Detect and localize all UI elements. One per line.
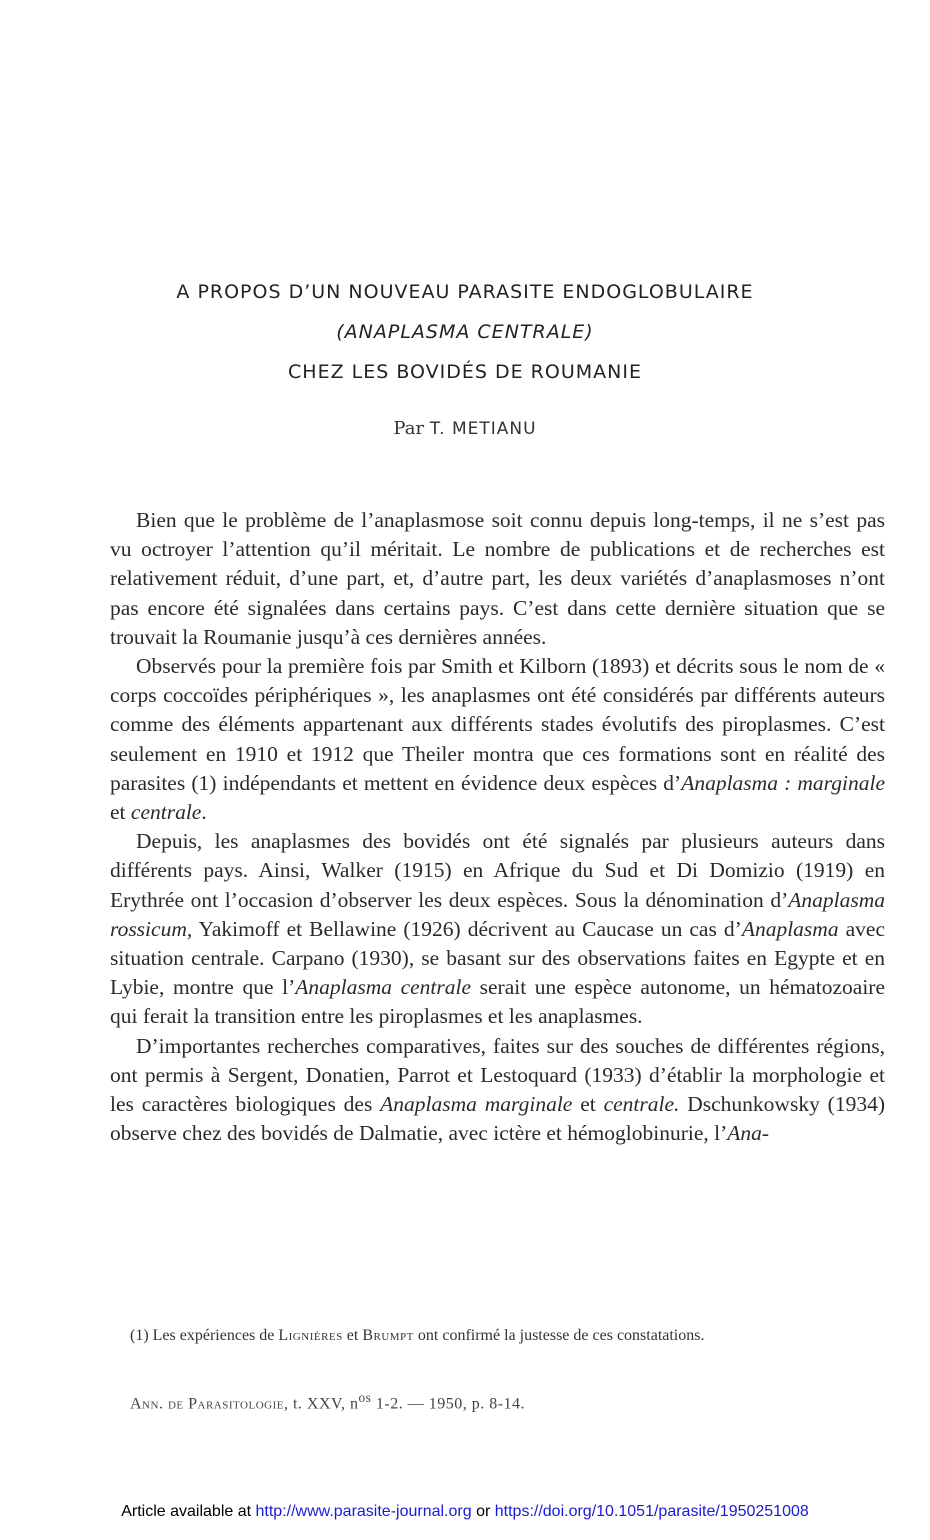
italic-span: centrale: [130, 800, 202, 825]
italic-span: centrale.: [603, 1092, 680, 1117]
italic-span: Ana-: [727, 1121, 770, 1146]
text-span: et: [342, 1327, 363, 1344]
italic-span: Anaplasma rossicum,: [110, 887, 885, 941]
paragraph-2: [110, 652, 885, 827]
text-span: D’importantes recherches comparatives, faites sur des souches de différentes régions, ont permis à Sergent, Donatien, Parrot et Lestoquard (1933) d’établir la morphologie et les caractères biologiques des: [110, 1033, 885, 1117]
article-availability: [0, 1503, 930, 1521]
author-name: T. METIANU: [429, 419, 537, 439]
text-span: , t. XXV, n: [283, 1395, 359, 1413]
journal-citation: [130, 1390, 890, 1413]
superscript: os: [358, 1390, 372, 1405]
journal-name: Ann. de Parasitologie: [130, 1395, 284, 1413]
text-span: avec situation centrale. Carpano (1930), se basant sur des observations faites en Egypte et en Lybie, montre que l’: [110, 916, 885, 1000]
doi-link[interactable]: https://doi.org/10.1051/parasite/1950251008: [494, 1503, 809, 1520]
paragraph-3: [110, 827, 885, 1031]
title-line-1: A PROPOS D’UN NOUVEAU PARASITE ENDOGLOBULAIRE: [176, 281, 754, 303]
article-body: [110, 506, 885, 1148]
article-title: [0, 272, 930, 392]
text-span: Dschunkowsky (1934) observe chez des bovidés de Dalmatie, avec ictère et hémoglobinurie, l’: [110, 1092, 885, 1146]
italic-span: Anaplasma : marginale: [681, 770, 885, 795]
text-span: et: [572, 1092, 604, 1117]
text-span: et: [110, 800, 131, 825]
text-span: 1-2. — 1950, p. 8-14.: [371, 1395, 526, 1413]
author-ref: Brumpt: [362, 1327, 414, 1344]
text-span: Observés pour la première fois par Smith et Kilborn (1893) et décrits sous le nom de « corps coccoïdes périphériques », les anaplasmes ont été considérés par différents auteurs comme des éléments appartenant aux différents stades évolutifs des piroplasmes. C’est seulement en 1910 et 1912 que Theiler montra que ces formations sont en réalité des parasites (1) indépendants et mettent en évidence deux espèces d’: [110, 654, 885, 795]
footer-or: or: [471, 1503, 495, 1520]
italic-span: Anaplasma marginale: [380, 1092, 573, 1117]
author-line: [0, 418, 930, 439]
text-span: Depuis, les anaplasmes des bovidés ont été signalés par plusieurs auteurs dans différents pays. Ainsi, Walker (1915) en Afrique du Sud et Di Domizio (1919) en Erythrée ont l’occasion d’observer les deux espèces. Sous la dénomination d’: [110, 829, 885, 912]
text-span: serait une espèce autonome, un hématozoaire qui ferait la transition entre les piroplasmes et les anaplasmes.: [110, 975, 885, 1029]
paragraph-1: Bien que le problème de l’anaplasmose soit connu depuis long-temps, il ne s’est pas vu octroyer l’attention qu’il méritait. Le nombre de publications et de recherches est relativement réduit, d’une part, et, d’autre part, les deux variétés d’anaplasmoses n’ont pas encore été signalées dans certains pays. C’est dans cette dernière situation que se trouvait la Roumanie jusqu’à ces dernières années.: [110, 508, 885, 649]
text-span: (1) Les expériences de: [130, 1327, 279, 1344]
title-line-3: CHEZ LES BOVIDÉS DE ROUMANIE: [288, 361, 642, 383]
text-span: Yakimoff et Bellawine (1926) décrivent au Caucase un cas d’: [192, 916, 742, 941]
footnote: [110, 1326, 885, 1345]
italic-span: Anaplasma: [741, 916, 839, 941]
title-line-2: (ANAPLASMA CENTRALE): [336, 321, 594, 343]
text-span: .: [201, 800, 207, 825]
italic-span: Anaplasma centrale: [295, 975, 472, 1000]
author-prefix: Par: [393, 418, 430, 439]
footer-prefix: Article available at: [121, 1503, 256, 1520]
author-ref: Lignières: [278, 1327, 343, 1344]
journal-link[interactable]: http://www.parasite-journal.org: [255, 1503, 472, 1520]
text-span: ont confirmé la justesse de ces constatations.: [413, 1327, 705, 1344]
paragraph-4: [110, 1032, 885, 1149]
